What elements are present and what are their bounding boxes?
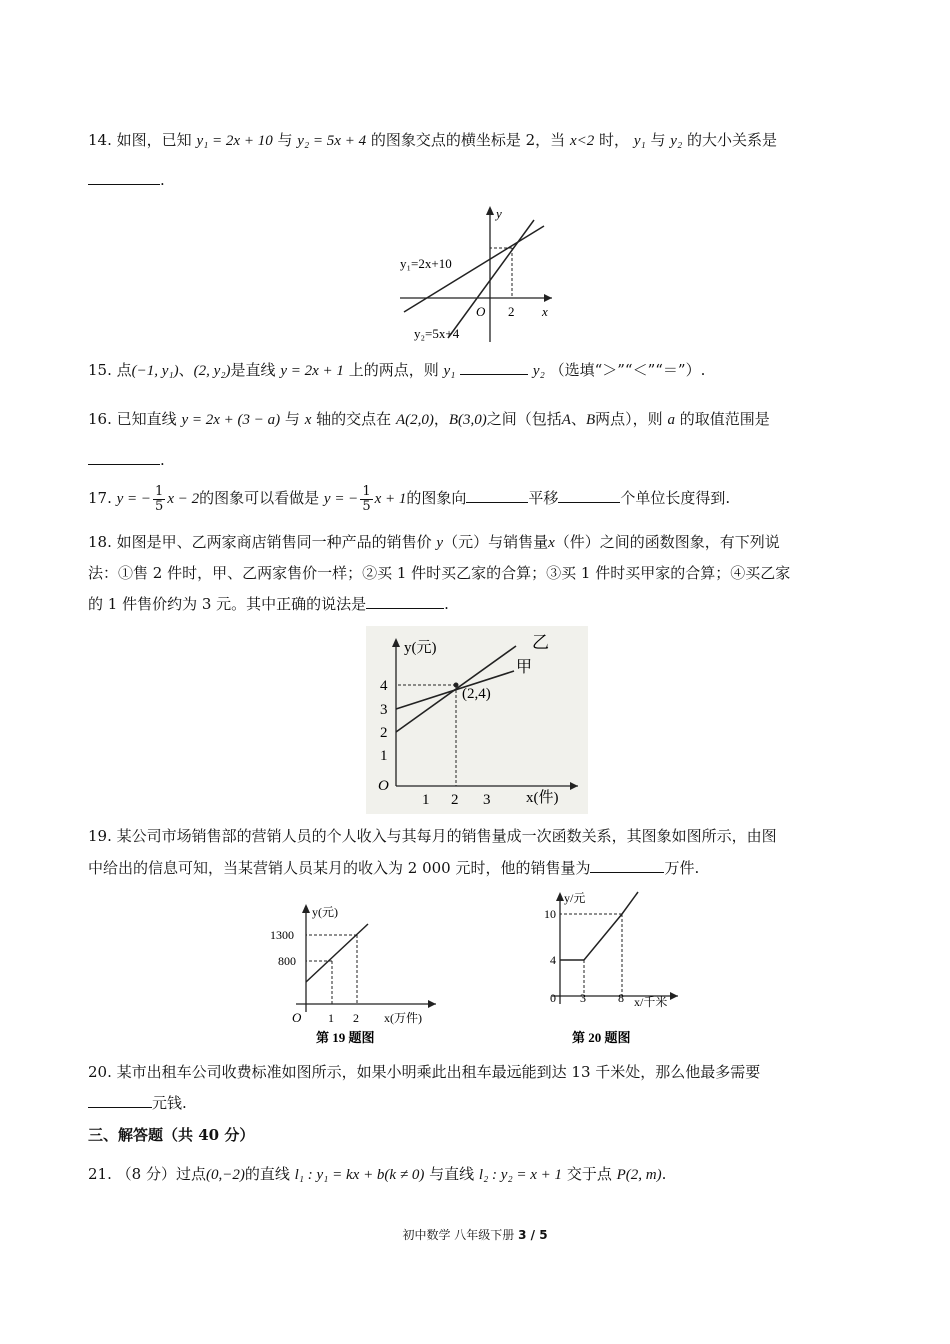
q21-text: 与直线 <box>429 1165 475 1183</box>
y-axis-label: y/元 <box>564 891 586 905</box>
origin-label: O <box>378 778 389 794</box>
x-tick-2: 2 <box>451 792 459 808</box>
y-tick-800: 800 <box>278 954 296 968</box>
y-tick-4: 4 <box>550 953 556 967</box>
q16-eq: y = 2x + (3 − a) <box>181 412 281 428</box>
q19-text: 中给出的信息可知，当某营销人员某月的收入为 2 000 元时，他的销售量为 <box>88 859 591 877</box>
q16-text: 轴的交点在 <box>316 410 392 428</box>
y-axis-arrow <box>556 892 564 901</box>
q16-x: x <box>304 412 312 428</box>
q18-text: （元）与销售量 <box>443 533 549 551</box>
q15-y2: y₂ <box>532 363 545 379</box>
q21-P: P(2, m) <box>616 1167 662 1183</box>
q18-text: 的 1 件售价约为 3 元。其中正确的说法是 <box>88 595 367 613</box>
q14-text: 的图象交点的横坐标是 2，当 <box>370 131 566 149</box>
origin-label: O <box>292 1010 302 1025</box>
series-label-yi: 乙 <box>532 633 549 652</box>
q14-y1: y₁ <box>633 133 646 149</box>
y-tick-1: 1 <box>380 748 388 764</box>
x-tick-1: 1 <box>328 1011 334 1025</box>
q18-text: 法：①售 2 件时，甲、乙两家售价一样；②买 1 件时买乙家的合算；③买 1 件时买甲家的合算；④买乙家 <box>88 564 791 582</box>
origin-label: O <box>476 304 486 319</box>
q18-line3 <box>88 594 449 614</box>
x-tick-8: 8 <box>618 991 624 1005</box>
q18-end: . <box>444 595 449 613</box>
x-tick-2: 2 <box>508 304 515 319</box>
q16-pointB: B(3,0) <box>448 412 487 428</box>
q14-text: 时， <box>599 131 630 149</box>
point-label: (2,4) <box>462 686 491 702</box>
q19-figure <box>264 894 444 1046</box>
q15-text: 上的两点，则 <box>348 361 439 379</box>
q20-line1 <box>88 1062 760 1082</box>
page-number: 3 / 5 <box>518 1228 548 1242</box>
fraction-num: 1 <box>362 483 371 499</box>
q18-figure <box>366 626 588 814</box>
answer-blank[interactable] <box>88 450 160 465</box>
answer-blank[interactable] <box>366 594 444 609</box>
q21-point: (0,−2) <box>205 1167 245 1183</box>
x-axis-label: x <box>542 304 548 319</box>
x-axis-arrow <box>670 992 678 1000</box>
q16-text: 的取值范围是 <box>679 410 770 428</box>
q14-text: 与 <box>650 131 666 149</box>
q15-line <box>88 360 705 381</box>
x-axis-label: x(万件) <box>384 1011 422 1025</box>
fraction-den: 5 <box>362 498 371 514</box>
q15-point1: (−1, y₁) <box>131 363 179 379</box>
q18-line1 <box>88 532 780 553</box>
q17-eq2-pre: y = − <box>323 491 359 507</box>
q17-text: 的图象向 <box>406 489 467 507</box>
q17-text: 平移 <box>528 489 559 507</box>
y-tick-4: 4 <box>380 678 388 694</box>
income-line <box>306 924 368 982</box>
x-tick-2: 2 <box>353 1011 359 1025</box>
q16-line1 <box>88 409 770 430</box>
question-number: 21. <box>88 1165 112 1183</box>
q18-line2 <box>88 563 790 583</box>
fraction <box>153 485 165 514</box>
fraction-num: 1 <box>155 483 164 499</box>
y-axis-label: y <box>496 206 502 221</box>
q17-text: 个单位长度得到. <box>620 489 731 507</box>
q18-x: x <box>548 535 555 551</box>
q15-text: 点 <box>116 361 132 379</box>
q19-line1 <box>88 826 777 846</box>
q14-eq1: y₁ = 2x + 10 <box>196 133 273 149</box>
q15-text: 是直线 <box>230 361 276 379</box>
y-tick-10: 10 <box>544 907 556 921</box>
series-label-jia: 甲 <box>516 659 533 676</box>
q14-end: . <box>160 171 165 189</box>
q14-text: 与 <box>277 131 293 149</box>
q19-text: 万件. <box>664 859 700 877</box>
q16-text: 与 <box>284 410 300 428</box>
q16-A: A <box>561 412 571 428</box>
q17-eq1-pre: y = − <box>116 491 152 507</box>
q16-text: 之间（包括 <box>486 410 562 428</box>
q18-y: y <box>436 535 444 551</box>
x-axis-label: x/千米 <box>634 995 668 1009</box>
q20-line2 <box>88 1093 187 1113</box>
label-y2: y₂=5x+4 <box>414 326 460 341</box>
x-tick-1: 1 <box>422 792 430 808</box>
answer-blank[interactable] <box>590 858 664 873</box>
answer-blank[interactable] <box>558 488 620 503</box>
label-y1: y₁=2x+10 <box>400 256 452 271</box>
x-tick-3: 3 <box>580 991 586 1005</box>
question-number: 14. <box>88 131 112 149</box>
q15-sep: 、 <box>178 361 194 379</box>
q14-text: 的大小关系是 <box>686 131 777 149</box>
x-axis-arrow <box>428 1000 436 1008</box>
q16-sep: ， <box>433 410 449 428</box>
q14-eq2: y₂ = 5x + 4 <box>297 133 367 149</box>
q17-line <box>88 484 730 516</box>
q20-figure <box>526 886 686 1046</box>
q16-pointA: A(2,0) <box>395 412 434 428</box>
q14-y2: y₂ <box>670 133 683 149</box>
q16-answer-line <box>88 450 165 470</box>
answer-blank[interactable] <box>88 1093 152 1108</box>
y-axis-label: y(元) <box>312 905 338 919</box>
q21-l2: l₂ : y₂ = x + 1 <box>478 1167 563 1183</box>
figure-caption: 第 20 题图 <box>572 1030 631 1045</box>
question-number: 15. <box>88 361 112 379</box>
q17-eq1-post: x − 2 <box>167 491 200 507</box>
q16-a: a <box>667 412 675 428</box>
q21-l1: l₁ : y₁ = kx + b(k ≠ 0) <box>294 1167 425 1183</box>
y-axis-arrow <box>486 206 494 215</box>
q16-sep: 、 <box>570 410 586 428</box>
origin-label: 0 <box>550 991 556 1005</box>
q21-line <box>88 1164 666 1185</box>
q16-text: 已知直线 <box>116 410 177 428</box>
fraction-den: 5 <box>155 498 164 514</box>
q21-text: 的直线 <box>244 1165 290 1183</box>
y-tick-2: 2 <box>380 725 388 741</box>
q15-eq: y = 2x + 1 <box>280 363 344 379</box>
answer-blank[interactable] <box>460 360 528 375</box>
q15-text: （选填“＞”“＜”“＝”）. <box>549 361 706 379</box>
section-title: 三、解答题（共 40 分） <box>88 1126 255 1144</box>
page-footer <box>0 1226 950 1243</box>
q14-cond: x<2 <box>569 133 595 149</box>
answer-blank[interactable] <box>88 170 160 185</box>
q21-text: （8 分）过点 <box>116 1165 206 1183</box>
question-number: 17. <box>88 489 112 507</box>
q21-end: . <box>661 1165 667 1183</box>
q14-figure <box>392 202 562 348</box>
q14-line1 <box>88 130 777 151</box>
y-tick-1300: 1300 <box>270 928 294 942</box>
q17-eq2-post: x + 1 <box>374 491 407 507</box>
q19-text: 19. 某公司市场销售部的营销人员的个人收入与其每月的销售量成一次函数关系，其图象如图所示，由图 <box>88 827 777 845</box>
footer-text: 初中数学 八年级下册 <box>402 1228 515 1242</box>
x-tick-3: 3 <box>483 792 491 808</box>
y-tick-3: 3 <box>380 702 388 718</box>
q16-end: . <box>160 451 165 469</box>
q18-text: （件）之间的函数图象，有下列说 <box>554 533 780 551</box>
q14-answer-line <box>88 170 165 190</box>
q20-text: 元钱. <box>152 1094 187 1112</box>
question-number: 16. <box>88 410 112 428</box>
fraction <box>360 485 372 514</box>
figure-caption: 第 19 题图 <box>316 1030 375 1045</box>
line-y2 <box>448 220 534 338</box>
q16-text: 两点），则 <box>595 410 663 428</box>
x-axis-label: x(件) <box>526 790 559 806</box>
q20-text: 20. 某市出租车公司收费标准如图所示，如果小明乘此出租车最远能到达 13 千米处，那么他最多需要 <box>88 1063 761 1081</box>
q16-B: B <box>585 412 596 428</box>
x-axis-arrow <box>544 294 552 302</box>
q15-y1: y₁ <box>443 363 456 379</box>
answer-blank[interactable] <box>466 488 528 503</box>
q14-text: 如图，已知 <box>116 131 192 149</box>
y-axis-label: y(元) <box>404 640 437 656</box>
q21-text: 交于点 <box>566 1165 612 1183</box>
q19-line2 <box>88 858 699 878</box>
q15-point2: (2, y₂) <box>193 363 231 379</box>
intersection-point <box>454 683 459 688</box>
q18-text: 18. 如图是甲、乙两家商店销售同一种产品的销售价 <box>88 533 432 551</box>
y-axis-arrow <box>302 904 310 913</box>
q17-text: 的图象可以看做是 <box>199 489 320 507</box>
